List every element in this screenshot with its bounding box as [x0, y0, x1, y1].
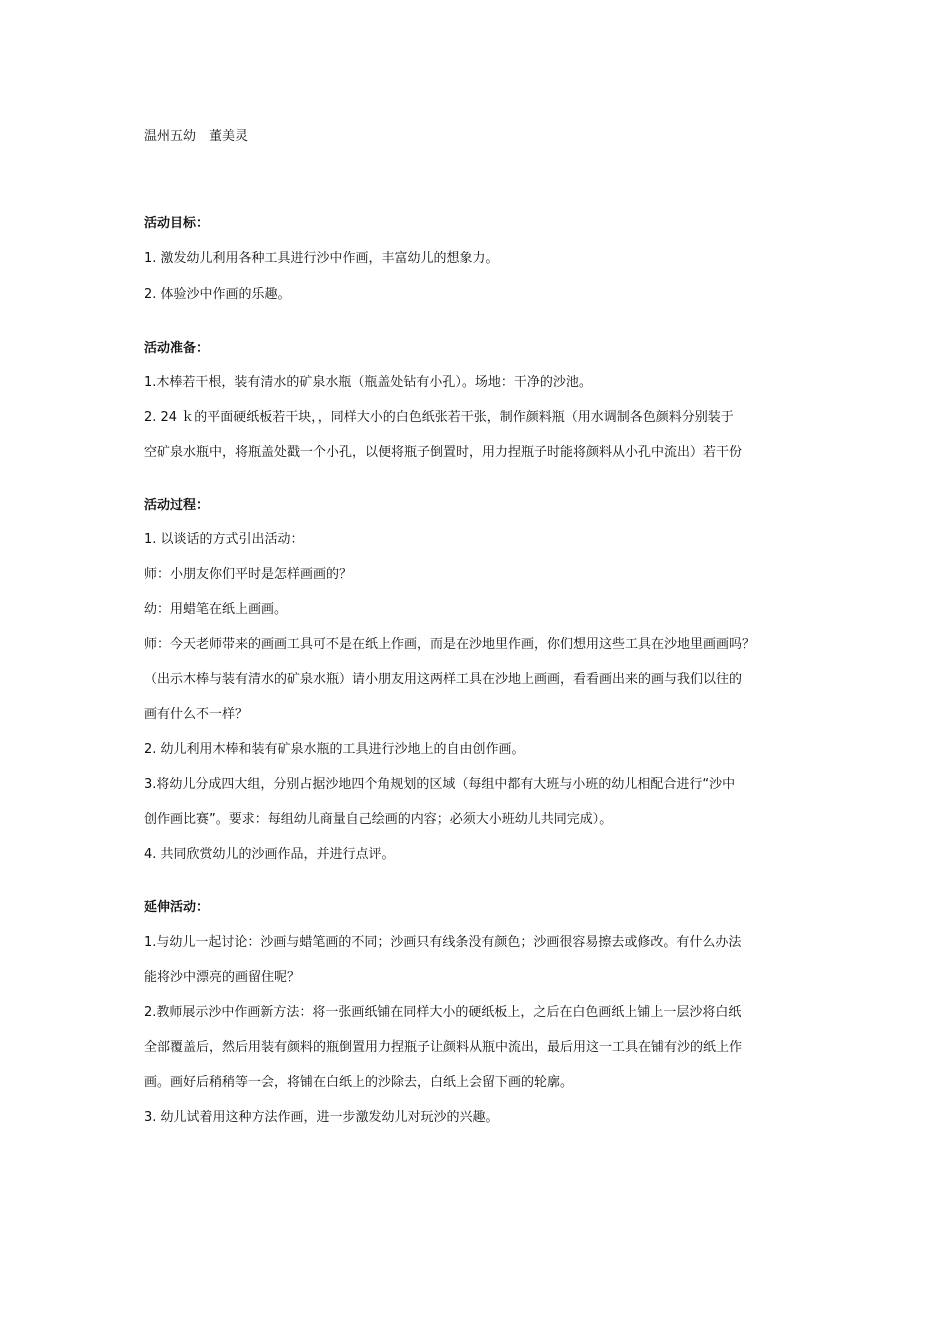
process-line-9: 创作画比赛”。要求：每组幼儿商量自己绘画的内容；必须大小班幼儿共同完成）。 — [144, 812, 613, 827]
goals-heading: 活动目标： — [144, 216, 210, 231]
process-line-10: 4. 共同欣赏幼儿的沙画作品，并进行点评。 — [144, 847, 395, 862]
extension-line-6: 3. 幼儿试着用这种方法作画，进一步激发幼儿对玩沙的兴趣。 — [144, 1110, 499, 1125]
extension-line-2: 能将沙中漂亮的画留住呢？ — [144, 970, 301, 985]
process-line-4: 师：今天老师带来的画画工具可不是在纸上作画，而是在沙地里作画，你们想用这些工具在沙地里画画吗？ — [144, 637, 756, 652]
extension-line-5: 画。画好后稍稍等一会，将铺在白纸上的沙除去，白纸上会留下画的轮廓。 — [144, 1075, 574, 1090]
prep-line-2: 2. 24 ｋ的平面硬纸板若干块，，同样大小的白色纸张若干张，制作颜料瓶（用水调制各色颜料分别装于 — [144, 410, 734, 425]
goals-line-1: 1. 激发幼儿利用各种工具进行沙中作画，丰富幼儿的想象力。 — [144, 251, 499, 266]
goals-line-2: 2. 体验沙中作画的乐趣。 — [144, 287, 291, 302]
extension-line-1: 1.与幼儿一起讨论：沙画与蜡笔画的不同；沙画只有线条没有颜色；沙画很容易擦去或修改。有什么办法 — [144, 935, 742, 950]
prep-line-1: 1.木棒若干根，装有清水的矿泉水瓶（瓶盖处钻有小孔）。场地：干净的沙池。 — [144, 375, 592, 390]
process-line-6: 画有什么不一样？ — [144, 707, 249, 722]
process-line-7: 2. 幼儿利用木棒和装有矿泉水瓶的工具进行沙地上的自由创作画。 — [144, 742, 525, 757]
process-line-8: 3.将幼儿分成四大组，分别占据沙地四个角规划的区域（每组中都有大班与小班的幼儿相配合进行“沙中 — [144, 777, 736, 792]
process-line-1: 1. 以谈话的方式引出活动： — [144, 532, 304, 547]
extension-line-4: 全部覆盖后，然后用装有颜料的瓶倒置用力捏瓶子让颜料从瓶中流出，最后用这一工具在铺有沙的纸上作 — [144, 1040, 743, 1055]
process-line-5: （出示木棒与装有清水的矿泉水瓶）请小朋友用这两样工具在沙地上画画，看看画出来的画与我们以往的 — [144, 672, 743, 687]
prep-line-3: 空矿泉水瓶中，将瓶盖处戳一个小孔，以便将瓶子倒置时，用力捏瓶子时能将颜料从小孔中流出）若干份 — [144, 445, 743, 460]
process-line-2: 师：小朋友你们平时是怎样画画的？ — [144, 567, 353, 582]
extension-heading: 延伸活动： — [144, 900, 210, 915]
process-heading: 活动过程： — [144, 498, 210, 513]
process-line-3: 幼：用蜡笔在纸上画画。 — [144, 602, 288, 617]
extension-line-3: 2.教师展示沙中作画新方法：将一张画纸铺在同样大小的硬纸板上，之后在白色画纸上铺上一层沙将白纸 — [144, 1005, 742, 1020]
author-line: 温州五幼 董美灵 — [144, 129, 249, 144]
prep-heading: 活动准备： — [144, 341, 210, 356]
